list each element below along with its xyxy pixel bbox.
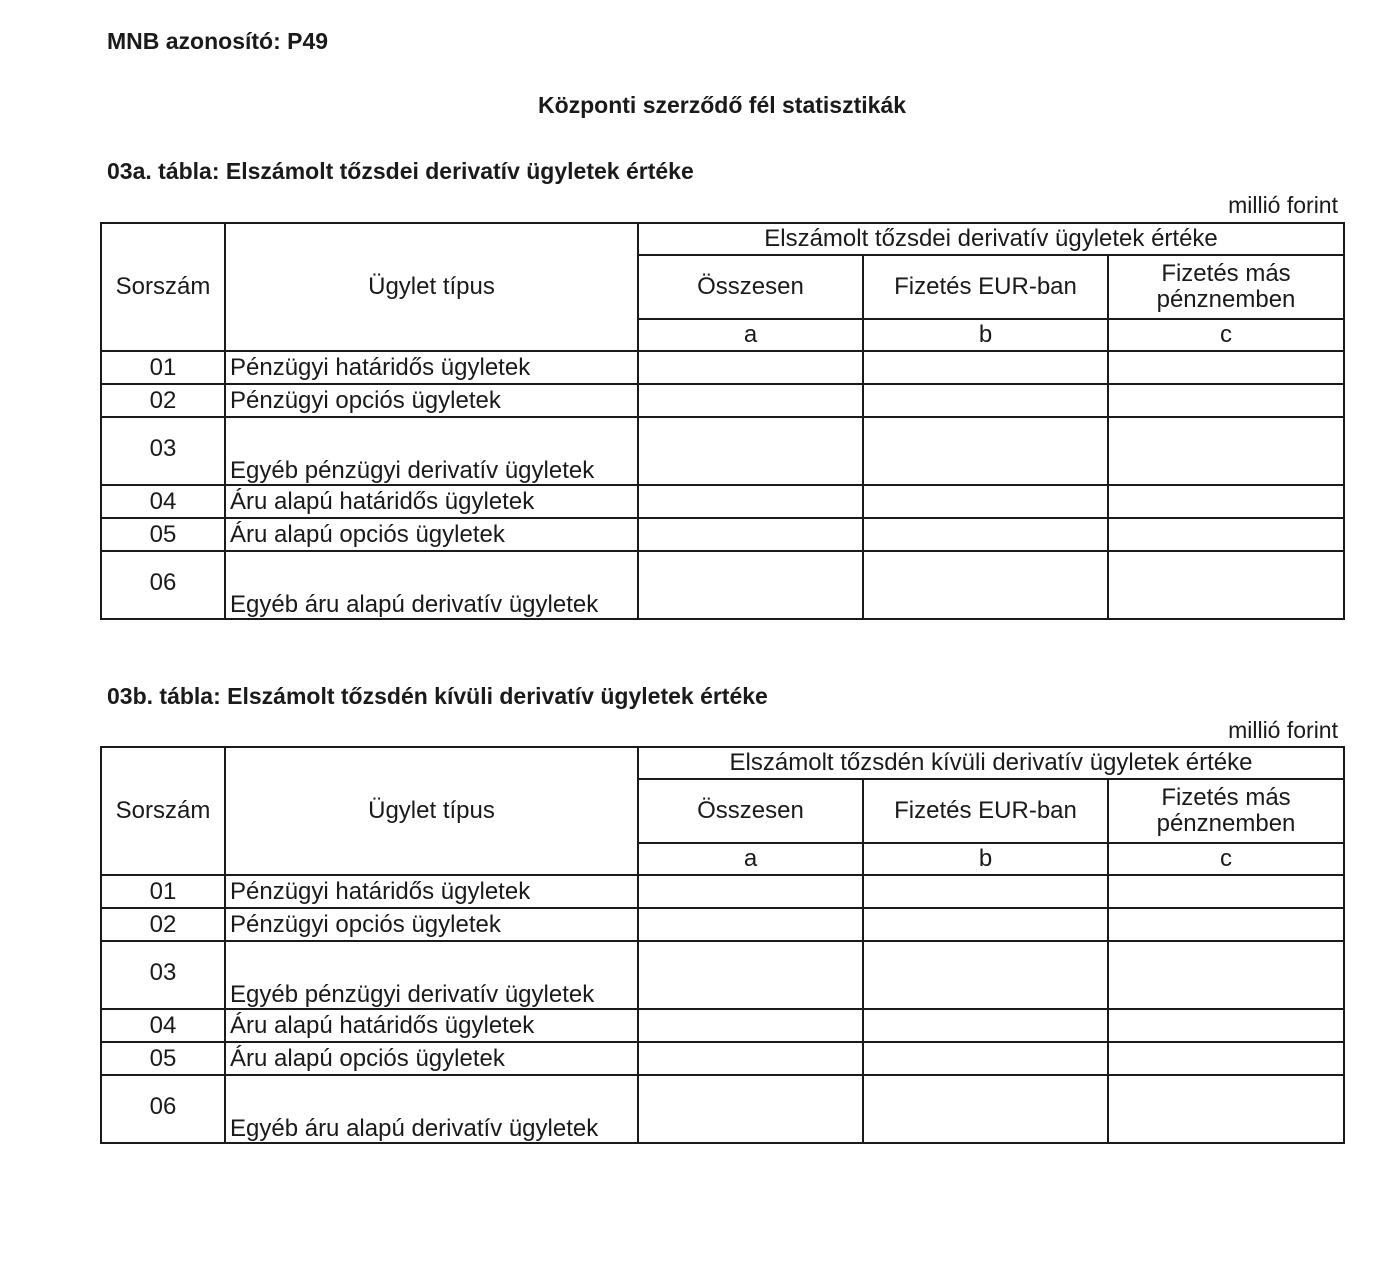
row-number: 04 [101,485,225,518]
value-cell-c[interactable] [1108,1075,1344,1143]
table-title-03a: 03a. tábla: Elszámolt tőzsdei derivatív ügyletek értéke [107,158,694,184]
table-row [101,875,1344,908]
value-cell-b[interactable] [863,518,1108,551]
row-number: 02 [101,908,225,941]
table-row [101,384,1344,417]
value-cell-b[interactable] [863,941,1108,1009]
table-row [101,1042,1344,1075]
value-cell-c[interactable] [1108,417,1344,485]
table-row [101,351,1344,384]
table-title-03b: 03b. tábla: Elszámolt tőzsdén kívüli derivatív ügyletek értéke [107,683,768,709]
row-number: 06 [101,1075,225,1143]
row-label: Áru alapú határidős ügyletek [225,485,638,518]
header-group: Elszámolt tőzsdén kívüli derivatív ügyletek értéke [638,747,1344,779]
row-number: 02 [101,384,225,417]
row-label: Pénzügyi határidős ügyletek [225,875,638,908]
value-cell-b[interactable] [863,417,1108,485]
value-cell-a[interactable] [638,941,863,1009]
value-cell-c[interactable] [1108,1042,1344,1075]
row-number: 03 [101,941,225,1009]
value-cell-b[interactable] [863,875,1108,908]
value-cell-b[interactable] [863,1042,1108,1075]
table-row [101,485,1344,518]
row-number: 04 [101,1009,225,1042]
value-cell-c[interactable] [1108,485,1344,518]
column-code-c: c [1108,843,1344,875]
value-cell-a[interactable] [638,551,863,619]
value-cell-a[interactable] [638,518,863,551]
row-number: 03 [101,417,225,485]
table-row [101,417,1344,485]
row-label: Egyéb áru alapú derivatív ügyletek [225,551,638,619]
value-cell-a[interactable] [638,875,863,908]
value-cell-a[interactable] [638,1075,863,1143]
table-03b [100,746,1345,1144]
value-cell-b[interactable] [863,485,1108,518]
value-cell-b[interactable] [863,1075,1108,1143]
value-cell-c[interactable] [1108,875,1344,908]
table-row [101,908,1344,941]
unit-label-03a: millió forint [1228,192,1338,218]
value-cell-a[interactable] [638,1042,863,1075]
column-code-c: c [1108,319,1344,351]
row-label: Áru alapú határidős ügyletek [225,1009,638,1042]
value-cell-c[interactable] [1108,384,1344,417]
row-label: Áru alapú opciós ügyletek [225,518,638,551]
value-cell-a[interactable] [638,485,863,518]
value-cell-a[interactable] [638,384,863,417]
column-code-b: b [863,319,1108,351]
header-osszesen: Összesen [638,255,863,319]
column-code-b: b [863,843,1108,875]
value-cell-b[interactable] [863,908,1108,941]
column-code-a: a [638,843,863,875]
mnb-identifier: MNB azonosító: P49 [107,28,329,54]
value-cell-c[interactable] [1108,351,1344,384]
row-label: Egyéb pénzügyi derivatív ügyletek [225,941,638,1009]
header-mas-penznem: Fizetés más pénznemben [1108,779,1344,843]
value-cell-a[interactable] [638,1009,863,1042]
row-label: Egyéb pénzügyi derivatív ügyletek [225,417,638,485]
row-label: Pénzügyi opciós ügyletek [225,908,638,941]
header-sorszam: Sorszám [101,223,225,351]
document-title: Központi szerződő fél statisztikák [537,92,907,118]
table-row [101,551,1344,619]
row-label: Pénzügyi opciós ügyletek [225,384,638,417]
row-label: Áru alapú opciós ügyletek [225,1042,638,1075]
table-row [101,941,1344,1009]
value-cell-c[interactable] [1108,941,1344,1009]
header-group: Elszámolt tőzsdei derivatív ügyletek értéke [638,223,1344,255]
unit-label-03b: millió forint [1228,717,1338,743]
row-number: 05 [101,1042,225,1075]
value-cell-a[interactable] [638,417,863,485]
value-cell-c[interactable] [1108,551,1344,619]
value-cell-b[interactable] [863,351,1108,384]
header-mas-penznem: Fizetés más pénznemben [1108,255,1344,319]
table-row [101,1009,1344,1042]
row-number: 01 [101,351,225,384]
column-code-a: a [638,319,863,351]
row-number: 05 [101,518,225,551]
header-eur: Fizetés EUR-ban [863,255,1108,319]
row-number: 06 [101,551,225,619]
table-03a [100,222,1345,620]
header-osszesen: Összesen [638,779,863,843]
header-ugylet-tipus: Ügylet típus [225,747,638,875]
value-cell-b[interactable] [863,384,1108,417]
table-row [101,1075,1344,1143]
table-row [101,518,1344,551]
value-cell-c[interactable] [1108,908,1344,941]
value-cell-c[interactable] [1108,518,1344,551]
value-cell-b[interactable] [863,1009,1108,1042]
header-eur: Fizetés EUR-ban [863,779,1108,843]
value-cell-c[interactable] [1108,1009,1344,1042]
header-ugylet-tipus: Ügylet típus [225,223,638,351]
row-label: Pénzügyi határidős ügyletek [225,351,638,384]
value-cell-a[interactable] [638,351,863,384]
row-label: Egyéb áru alapú derivatív ügyletek [225,1075,638,1143]
value-cell-b[interactable] [863,551,1108,619]
row-number: 01 [101,875,225,908]
value-cell-a[interactable] [638,908,863,941]
header-sorszam: Sorszám [101,747,225,875]
